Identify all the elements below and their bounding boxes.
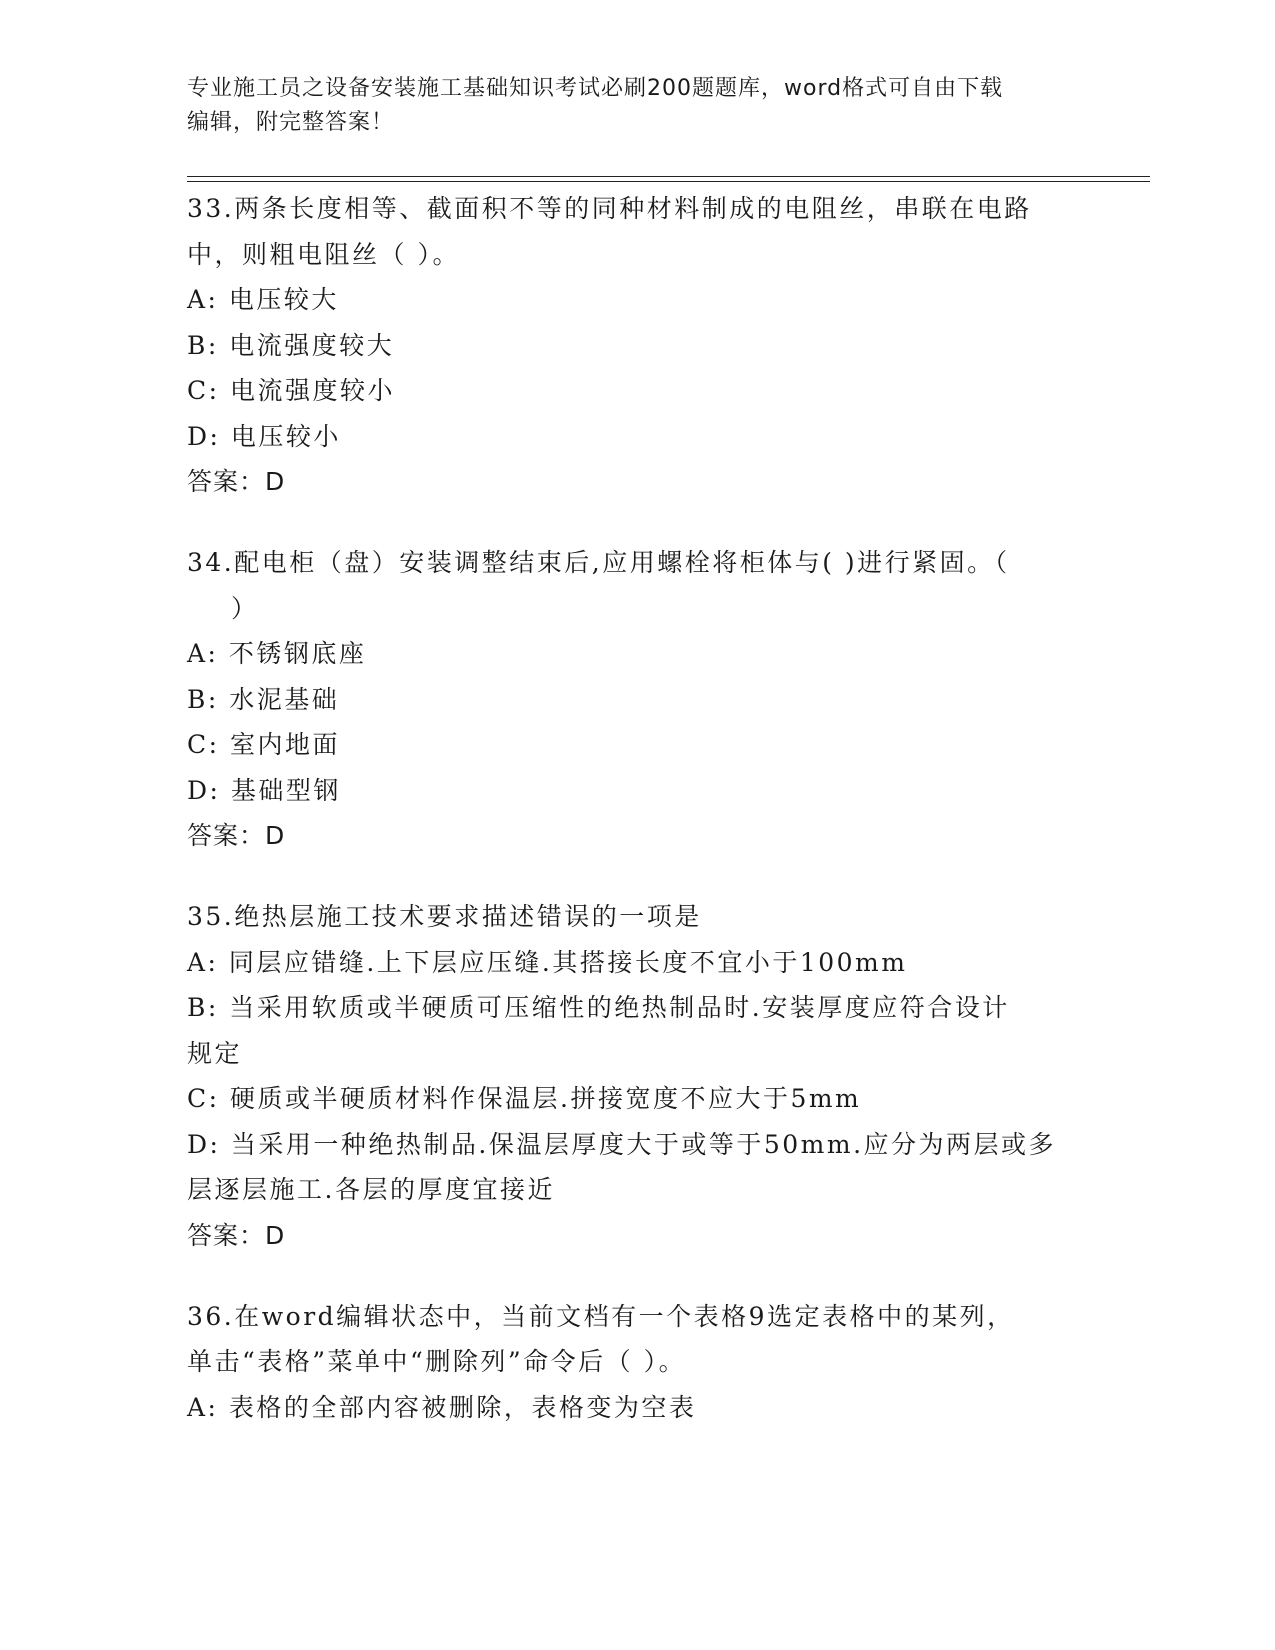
- option-a: A: 电压较大: [187, 285, 339, 314]
- header-line-2: 编辑，附完整答案！: [187, 110, 395, 135]
- option-a: A: 同层应错缝.上下层应压缝.其搭接长度不宜小于100mm: [187, 947, 908, 977]
- header-divider-top: [187, 176, 1150, 177]
- question-stem-cont: 中，则粗电阻丝（ ）。: [187, 239, 460, 269]
- question-list: [187, 186, 1087, 1466]
- document-header: [187, 72, 1087, 140]
- question-stem: 34.配电柜（盘）安装调整结束后,应用螺栓将柜体与( )进行紧固。（: [187, 548, 1010, 577]
- question-stem-cont: 单击“表格”菜单中“删除列”命令后（ ）。: [187, 1347, 687, 1376]
- question-34: [187, 540, 1087, 858]
- header-line-1: 专业施工员之设备安装施工基础知识考试必刷200题题库，word格式可自由下载: [187, 76, 1004, 101]
- option-d: D: 当采用一种绝热制品.保温层厚度大于或等于50mm.应分为两层或多: [187, 1129, 1057, 1159]
- option-c: C: 室内地面: [187, 730, 340, 759]
- option-b-cont: 规定: [187, 1038, 243, 1068]
- answer: 答案：D: [187, 821, 286, 850]
- option-b: B: 当采用软质或半硬质可压缩性的绝热制品时.安装厚度应符合设计: [187, 993, 1010, 1022]
- answer: 答案：D: [187, 467, 286, 496]
- answer: 答案：D: [187, 1220, 286, 1250]
- option-b: B: 水泥基础: [187, 684, 340, 714]
- question-35: [187, 894, 1087, 1258]
- question-stem-cont: ）: [231, 593, 259, 623]
- option-d: D: 基础型钢: [187, 775, 341, 805]
- question-33: [187, 186, 1087, 504]
- question-stem: 33.两条长度相等、截面积不等的同种材料制成的电阻丝，串联在电路: [187, 194, 1032, 223]
- option-d: D: 电压较小: [187, 421, 341, 451]
- question-36: [187, 1294, 1087, 1431]
- option-d-cont: 层逐层施工.各层的厚度宜接近: [187, 1175, 555, 1204]
- option-b: B: 电流强度较大: [187, 330, 395, 360]
- option-c: C: 电流强度较小: [187, 376, 395, 405]
- option-a: A: 不锈钢底座: [187, 639, 367, 668]
- question-stem: 36.在word编辑状态中，当前文档有一个表格9选定表格中的某列，: [187, 1301, 1015, 1331]
- option-a: A: 表格的全部内容被删除，表格变为空表: [187, 1392, 697, 1422]
- question-stem: 35.绝热层施工技术要求描述错误的一项是: [187, 902, 702, 931]
- option-c: C: 硬质或半硬质材料作保温层.拼接宽度不应大于5mm: [187, 1084, 862, 1113]
- header-divider-bottom: [187, 181, 1150, 182]
